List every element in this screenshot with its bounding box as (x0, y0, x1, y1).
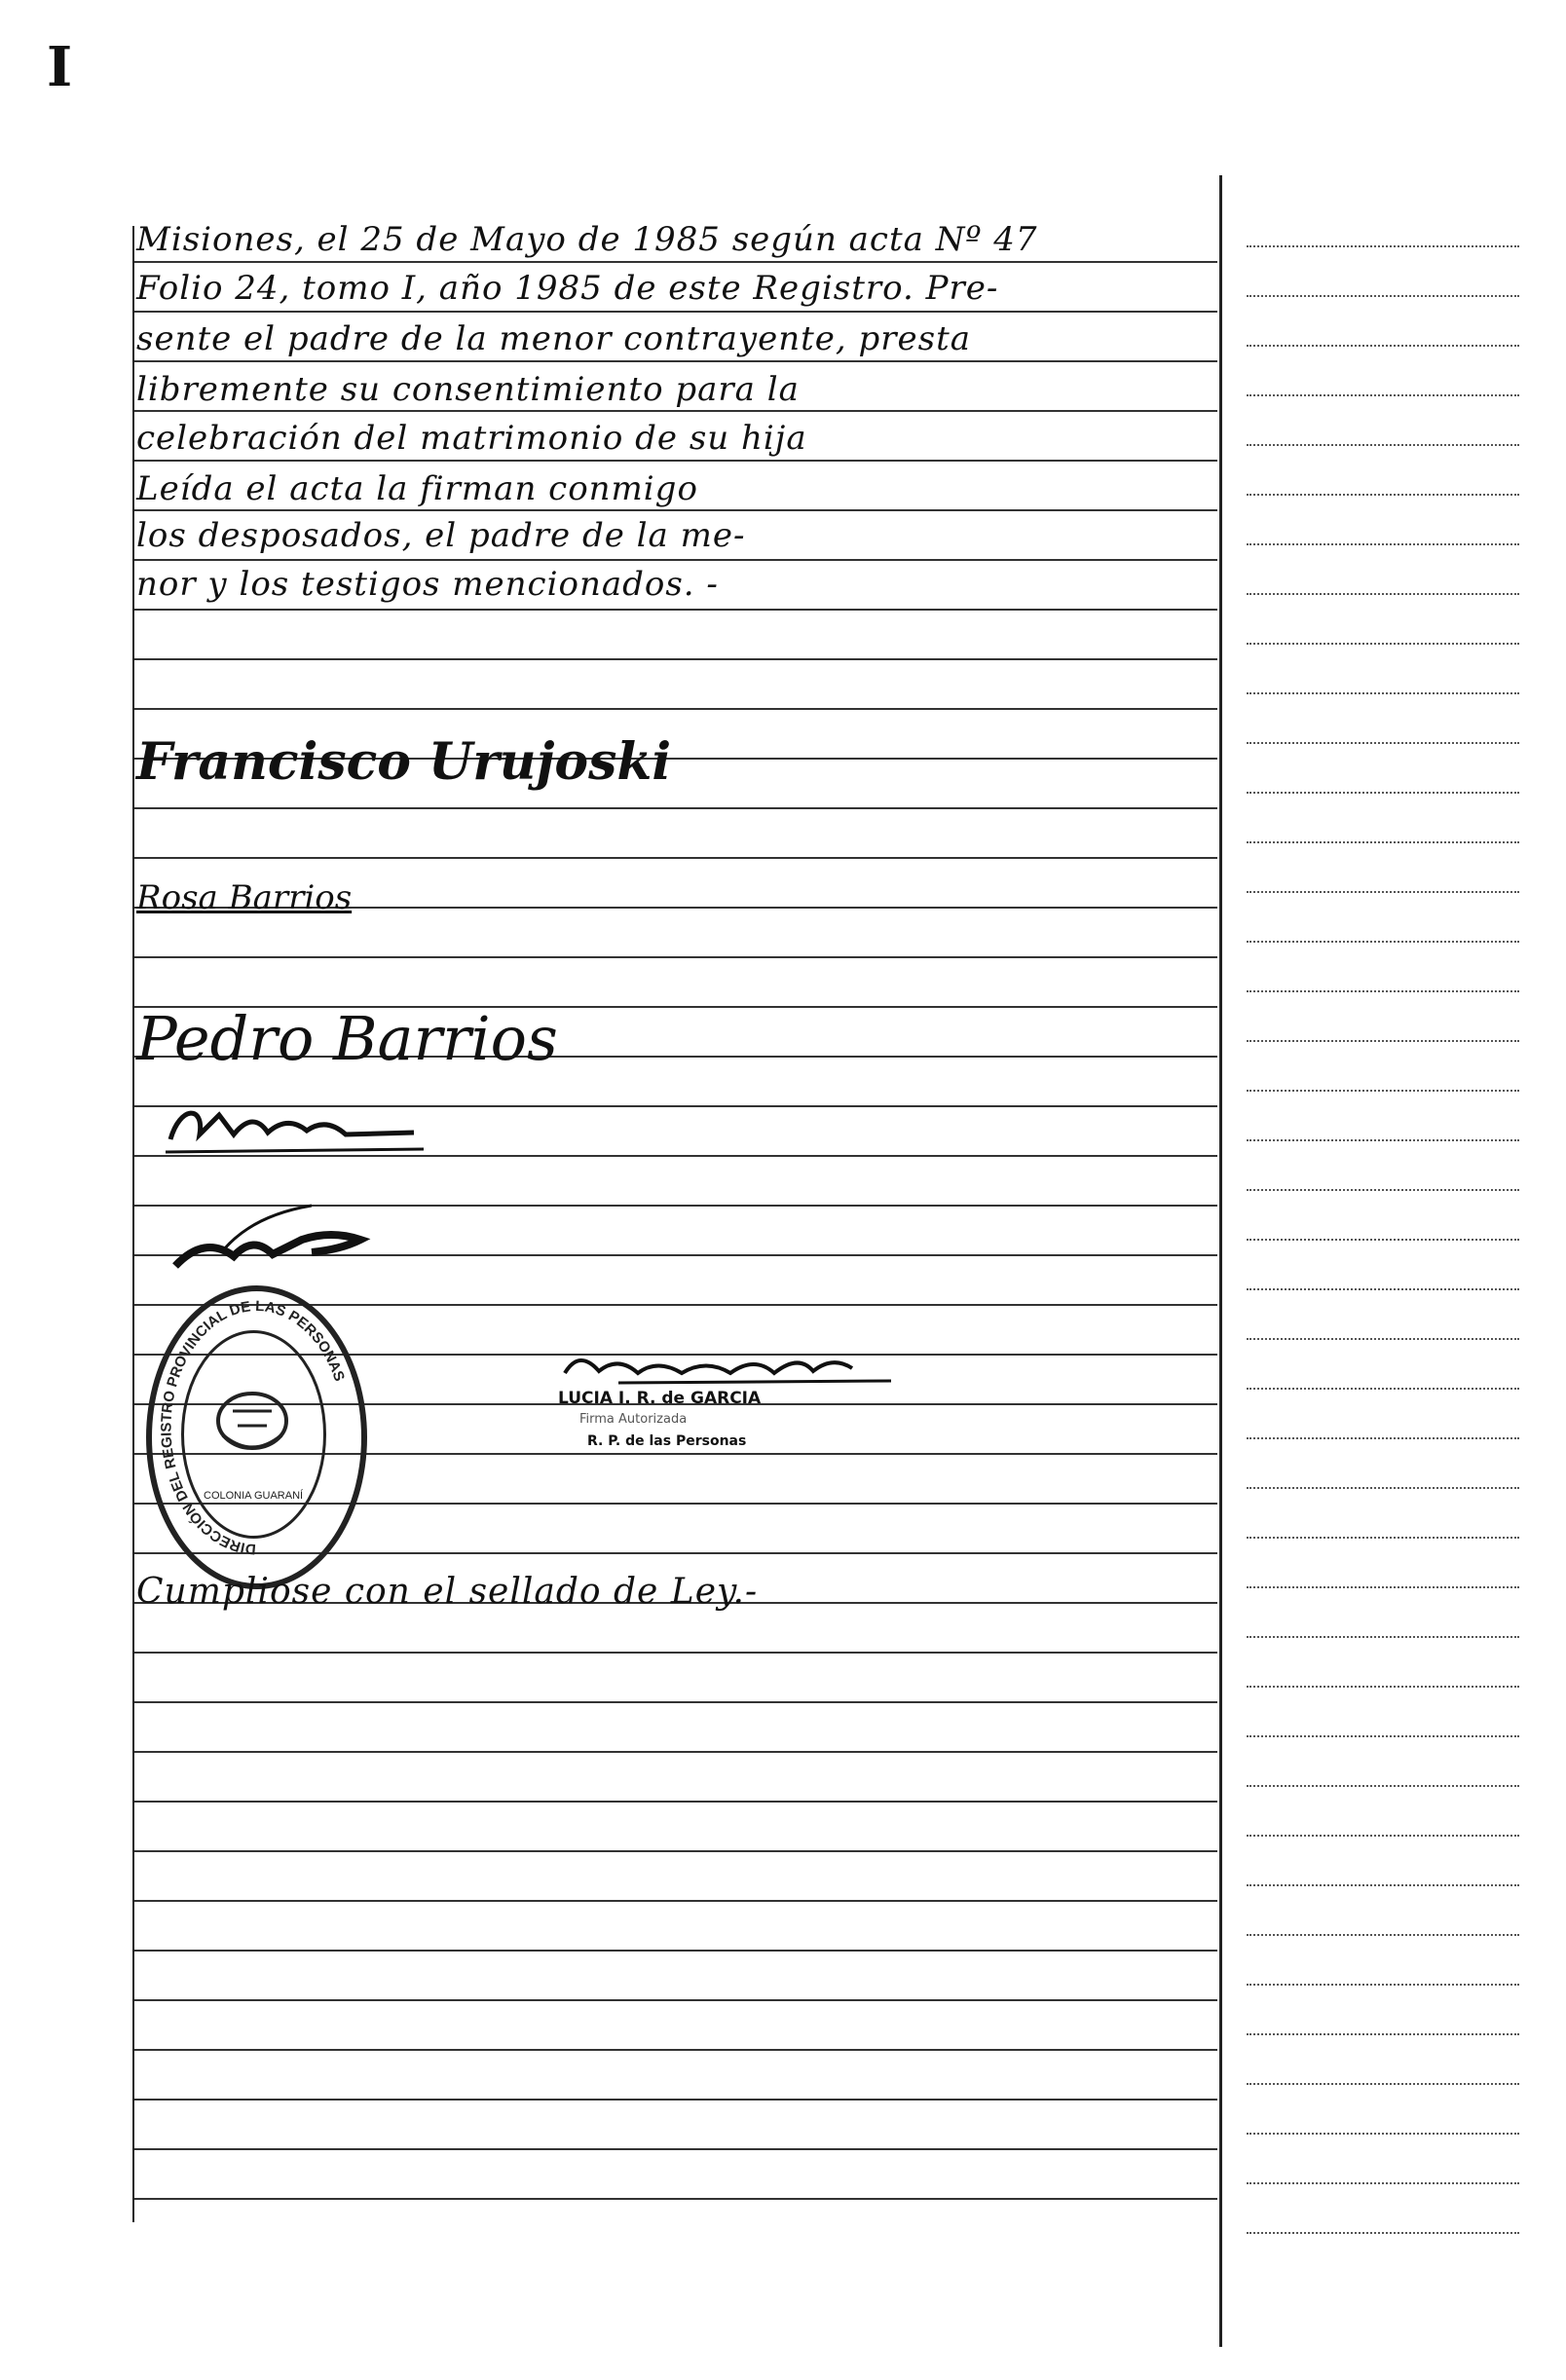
seal-emblem-icon (184, 1333, 323, 1536)
margin-ruled-line (1247, 1288, 1519, 1290)
margin-ruled-line (1247, 792, 1519, 794)
margin-ruled-line (1247, 742, 1519, 744)
margin-ruled-line (1247, 1586, 1519, 1588)
svg-text:DIRECCIÓN DEL REGISTRO PROVINC: DIRECCIÓN DEL REGISTRO PROVINCIAL DE LAS PERSONAS (158, 1297, 348, 1558)
left-margin-rule (132, 226, 134, 2222)
signature-pedro: Pedro Barrios (136, 1003, 558, 1074)
ruled-line (134, 2148, 1217, 2150)
ruled-line (134, 1751, 1217, 1753)
body-line: los desposados, el padre de la me- (136, 516, 746, 555)
ruled-line (134, 807, 1217, 809)
margin-ruled-line (1247, 1934, 1519, 1936)
margin-ruled-line (1247, 891, 1519, 893)
body-line: sente el padre de la menor contrayente, presta (136, 319, 972, 358)
margin-ruled-line (1247, 990, 1519, 992)
margin-ruled-line (1247, 2083, 1519, 2085)
margin-ruled-line (1247, 1785, 1519, 1787)
body-line: celebración del matrimonio de su hija (136, 419, 807, 458)
margin-ruled-line (1247, 2182, 1519, 2184)
signature-scrawl-officer (166, 1196, 390, 1283)
margin-ruled-line (1247, 1835, 1519, 1837)
body-line: nor y los testigos mencionados. - (136, 565, 719, 604)
official-office: R. P. de las Personas (587, 1433, 747, 1449)
signature-francisco: Francisco Urujoski (136, 732, 672, 792)
margin-ruled-line (1247, 345, 1519, 347)
margin-ruled-line (1247, 245, 1519, 247)
margin-ruled-line (1247, 2033, 1519, 2035)
margin-ruled-line (1247, 1189, 1519, 1191)
margin-ruled-line (1247, 2133, 1519, 2135)
margin-ruled-line (1247, 543, 1519, 545)
ruled-line (134, 410, 1217, 412)
margin-ruled-line (1247, 1338, 1519, 1340)
ruled-line (134, 360, 1217, 362)
corner-mark: I (47, 35, 73, 99)
margin-ruled-line (1247, 1437, 1519, 1439)
margin-ruled-line (1247, 692, 1519, 694)
ruled-line (134, 559, 1217, 561)
margin-ruled-line (1247, 2232, 1519, 2234)
ruled-line (134, 2198, 1217, 2200)
svg-text:COLONIA GUARANÍ: COLONIA GUARANÍ (204, 1490, 304, 1502)
ruled-line (134, 1900, 1217, 1902)
margin-ruled-line (1247, 643, 1519, 645)
body-line: Folio 24, tomo I, año 1985 de este Registro. Pre- (136, 269, 999, 308)
body-line: Leída el acta la firman conmigo (136, 469, 698, 508)
ruled-line (134, 2049, 1217, 2051)
margin-ruled-line (1247, 1537, 1519, 1539)
ruled-line (134, 658, 1217, 660)
margin-ruled-line (1247, 1884, 1519, 1886)
margin-ruled-line (1247, 1040, 1519, 1042)
ruled-line (134, 1652, 1217, 1654)
margin-ruled-line (1247, 1636, 1519, 1638)
ruled-line (134, 857, 1217, 859)
margin-ruled-line (1247, 1686, 1519, 1688)
margin-ruled-line (1247, 841, 1519, 843)
margin-ruled-line (1247, 394, 1519, 396)
margin-ruled-line (1247, 941, 1519, 943)
ruled-line (134, 311, 1217, 313)
margin-ruled-line (1247, 1239, 1519, 1241)
ruled-line (134, 1801, 1217, 1803)
margin-ruled-line (1247, 1735, 1519, 1737)
closing-statement: Cumpliose con el sellado de Ley.- (136, 1572, 759, 1612)
ruled-line (134, 708, 1217, 710)
official-title: Firma Autorizada (579, 1412, 688, 1427)
margin-ruled-line (1247, 295, 1519, 297)
official-name: LUCIA I. R. de GARCIA (558, 1389, 762, 1408)
ruled-line (134, 956, 1217, 958)
ruled-line (134, 460, 1217, 462)
margin-ruled-line (1247, 1388, 1519, 1390)
margin-ruled-line (1247, 494, 1519, 496)
margin-ruled-line (1247, 1139, 1519, 1141)
body-line: Misiones, el 25 de Mayo de 1985 según acta Nº 47 (136, 220, 1038, 259)
margin-ruled-line (1247, 1090, 1519, 1092)
margin-ruled-line (1247, 593, 1519, 595)
signature-scrawl-witness (161, 1096, 433, 1164)
ruled-line (134, 609, 1217, 611)
ruled-line (134, 1850, 1217, 1852)
ruled-line (134, 2099, 1217, 2101)
ruled-line (134, 509, 1217, 511)
signature-rosa: Rosa Barrios (136, 878, 353, 917)
body-line: libremente su consentimiento para la (136, 370, 800, 409)
official-seal (146, 1285, 367, 1589)
margin-ruled-line (1247, 444, 1519, 446)
ruled-line (134, 1950, 1217, 1952)
ruled-line (134, 1999, 1217, 2001)
ruled-line (134, 1701, 1217, 1703)
margin-ruled-line (1247, 1487, 1519, 1489)
seal-inner-ring (181, 1330, 326, 1539)
margin-ruled-line (1247, 1984, 1519, 1986)
ruled-line (134, 261, 1217, 263)
column-divider-rule (1219, 175, 1222, 2347)
